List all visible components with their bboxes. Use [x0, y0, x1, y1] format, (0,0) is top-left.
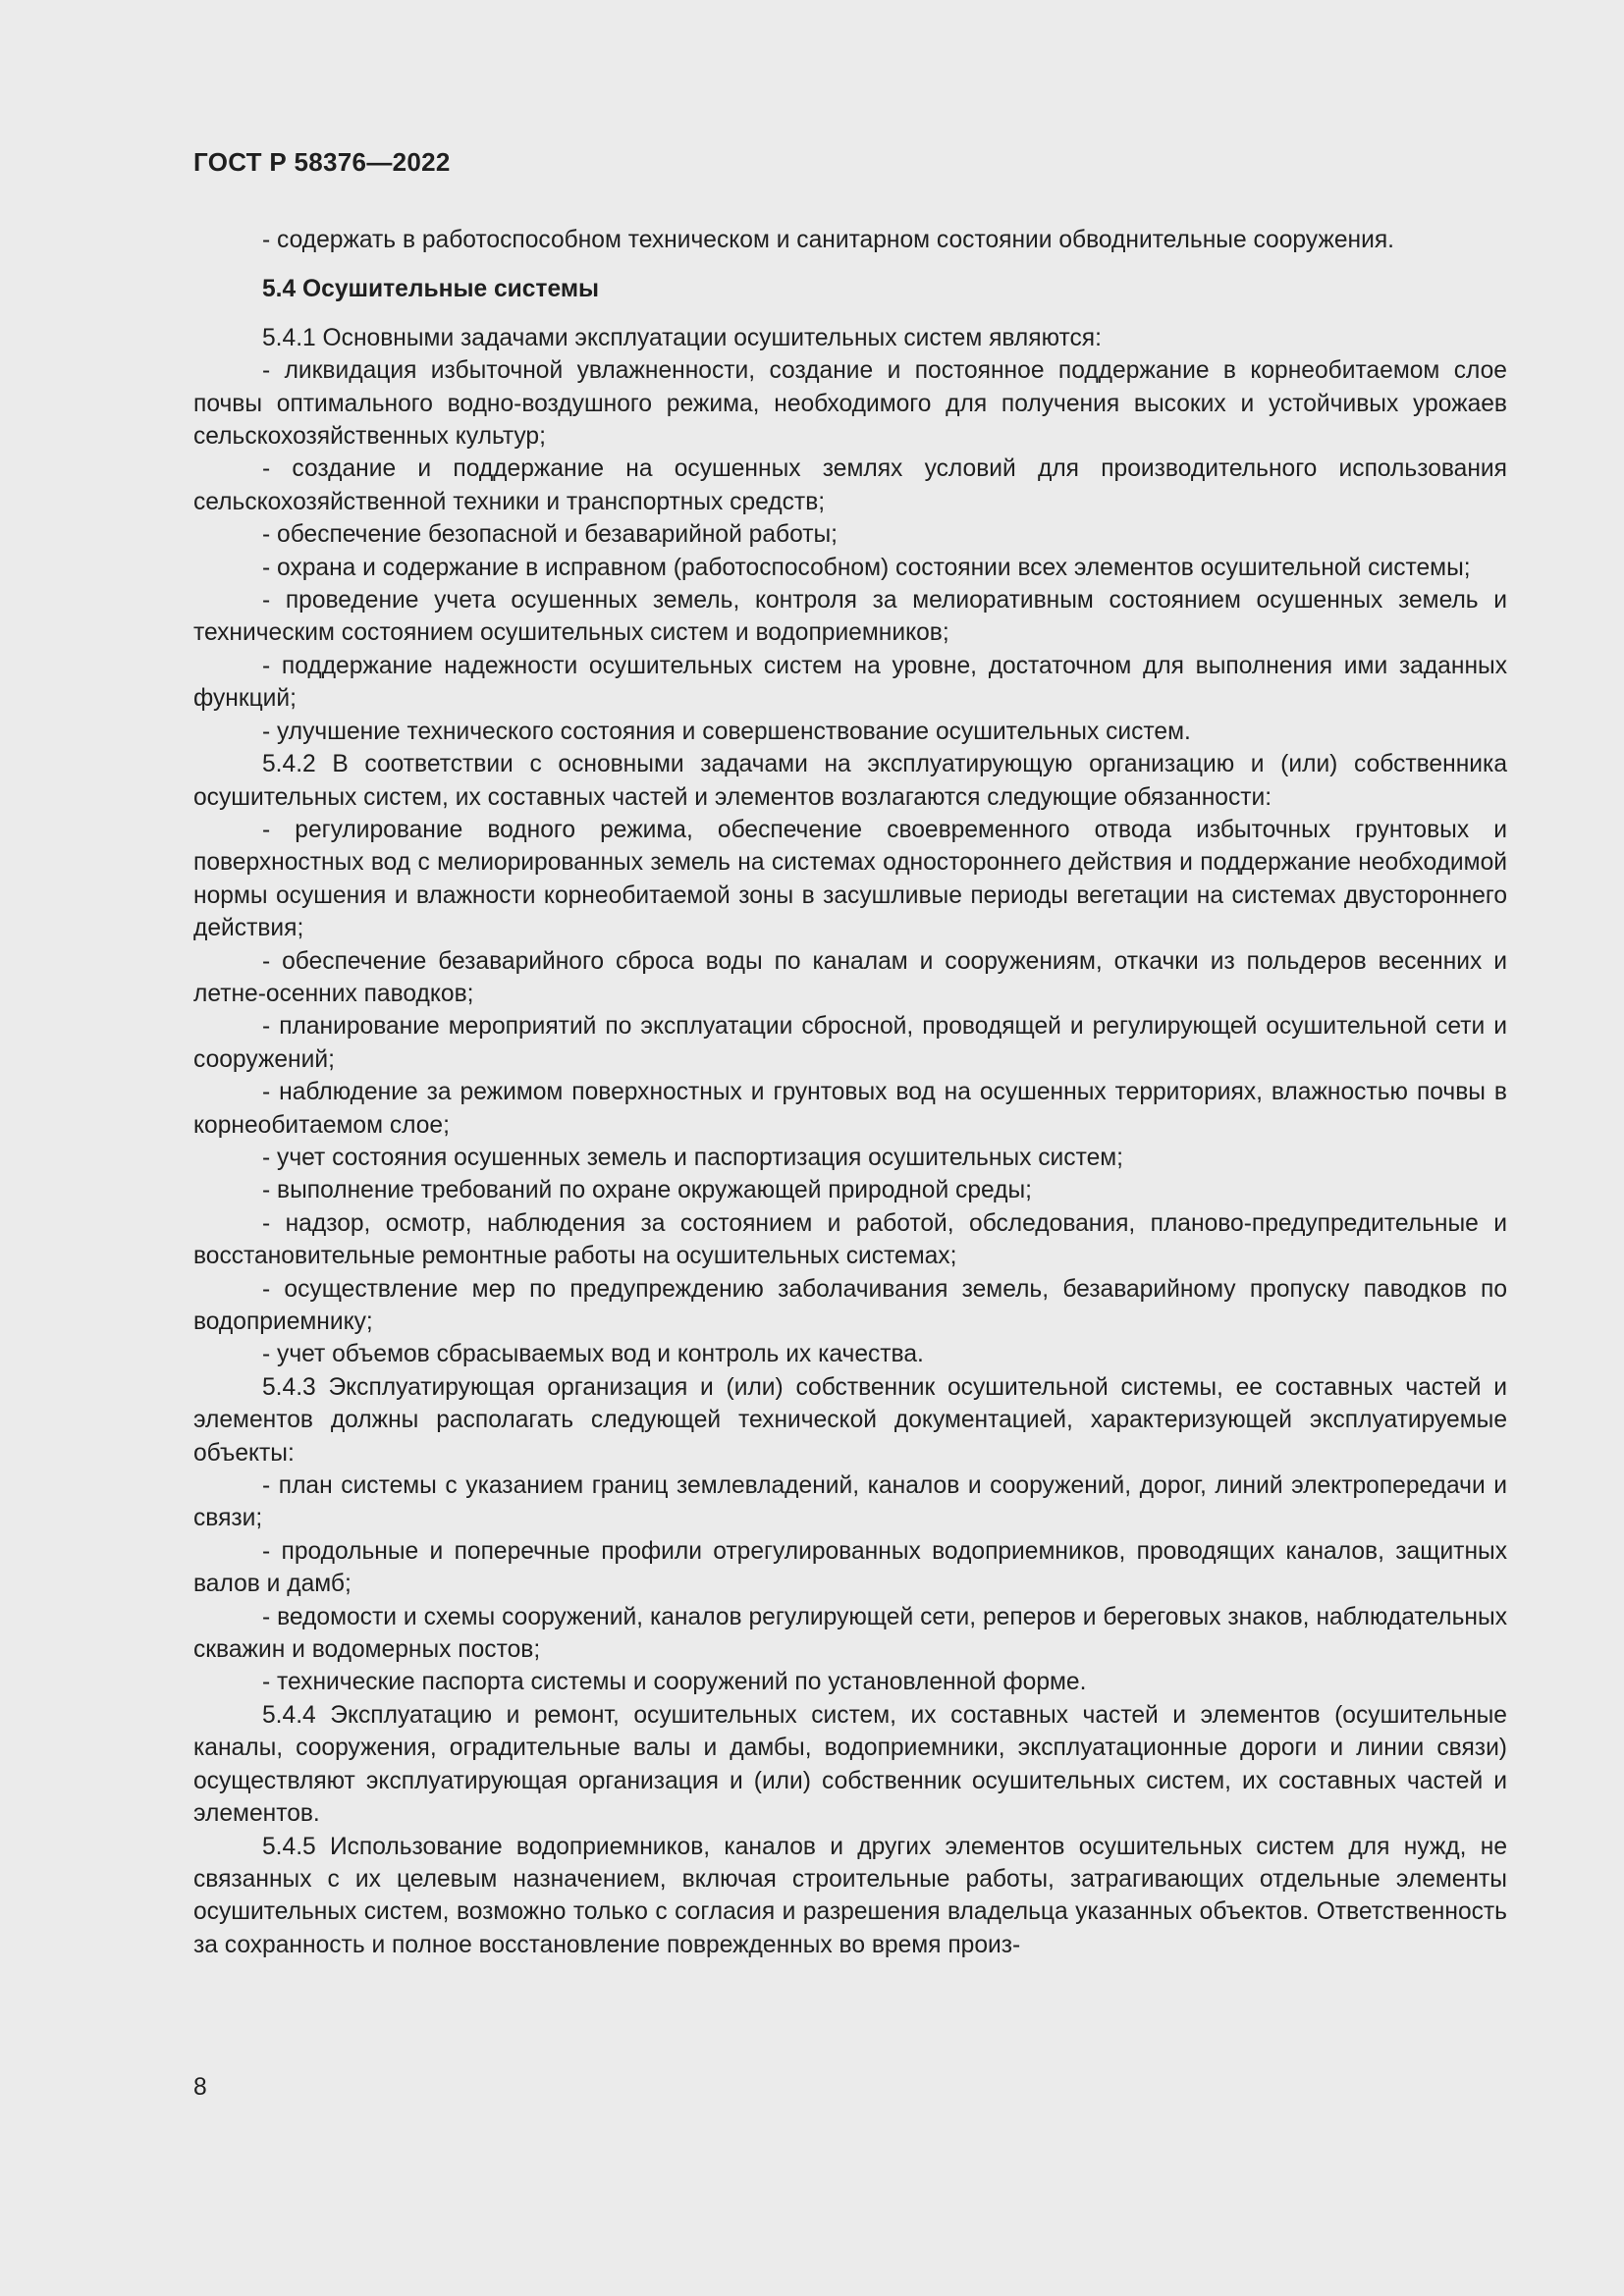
list-item: - охрана и содержание в исправном (работоспособном) состоянии всех элементов осушительной системы; — [262, 554, 1471, 581]
list-item: - учет объемов сбрасываемых вод и контроль их качества. — [262, 1341, 924, 1368]
list-item: - план системы с указанием границ землевладений, каналов и сооружений, дорог, линий электропередачи и связи; — [193, 1472, 1507, 1532]
page-number: 8 — [193, 2074, 207, 2101]
paragraph: - содержать в работоспособном техническом и санитарном состоянии обводнительные сооружения. — [262, 227, 1394, 253]
list-item: - регулирование водного режима, обеспечение своевременного отвода избыточных грунтовых и поверхностных вод с мелиорированных земель на системах одностороннего действия и поддержание необходимой нормы осушения и влажности корнеобитаемой зоны в засушливые периоды вегетации на системах двустороннего действия; — [193, 816, 1507, 942]
list-item: - технические паспорта системы и сооружений по установленной форме. — [262, 1669, 1087, 1696]
list-item: - надзор, осмотр, наблюдения за состоянием и работой, обследования, планово-предупредительные и восстановительные ремонтные работы на осушительных системах; — [193, 1209, 1507, 1270]
document-body — [193, 224, 1507, 1961]
list-item: - обеспечение безопасной и безаварийной работы; — [262, 521, 839, 549]
document-header: ГОСТ Р 58376—2022 — [193, 147, 451, 177]
list-item: - осуществление мер по предупреждению заболачивания земель, безаварийному пропуску паводков по водоприемнику; — [193, 1275, 1507, 1335]
list-item: - создание и поддержание на осушенных землях условий для производительного использования сельскохозяйственной техники и транспортных средств; — [193, 455, 1507, 515]
list-item: - наблюдение за режимом поверхностных и грунтовых вод на осушенных территориях, влажностью почвы в корнеобитаемом слое; — [193, 1079, 1507, 1139]
list-item: - учет состояния осушенных земель и паспортизация осушительных систем; — [262, 1144, 1123, 1171]
list-item: - поддержание надежности осушительных систем на уровне, достаточном для выполнения ими заданных функций; — [193, 652, 1507, 713]
paragraph: 5.4.1 Основными задачами эксплуатации осушительных систем являются: — [262, 324, 1102, 351]
list-item: - выполнение требований по охране окружающей природной среды; — [262, 1177, 1032, 1204]
paragraph: 5.4.5 Использование водоприемников, каналов и других элементов осушительных систем для нужд, не связанных с их целевым назначением, включая строительные работы, затрагивающих отдельные элементы осушительных систем, возможно только с согласия и разрешения владельца указанных объектов. Ответственность за сохранность и полное восстановление поврежденных во время произ- — [193, 1833, 1507, 1958]
list-item: - проведение учета осушенных земель, контроля за мелиоративным состоянием осушенных земель и техническим состоянием осушительных систем и водоприемников; — [193, 587, 1507, 647]
list-item: - продольные и поперечные профили отрегулированных водоприемников, проводящих каналов, защитных валов и дамб; — [193, 1537, 1507, 1598]
paragraph: 5.4.4 Эксплуатацию и ремонт, осушительных систем, их составных частей и элементов (осушительные каналы, сооружения, оградительные валы и дамбы, водоприемники, эксплуатационные дороги и линии связи) осуществляют эксплуатирующая организация и (или) собственник осушительных систем, их составных частей и элементов. — [193, 1701, 1507, 1828]
list-item: - обеспечение безаварийного сброса воды по каналам и сооружениям, откачки из польдеров весенних и летне-осенних паводков; — [193, 947, 1507, 1007]
list-item: - планирование мероприятий по эксплуатации сбросной, проводящей и регулирующей осушительной сети и сооружений; — [193, 1013, 1507, 1073]
list-item: - ведомости и схемы сооружений, каналов регулирующей сети, реперов и береговых знаков, наблюдательных скважин и водомерных постов; — [193, 1603, 1507, 1664]
list-item: - ликвидация избыточной увлажненности, создание и постоянное поддержание в корнеобитаемом слое почвы оптимального водно-воздушного режима, необходимого для получения высоких и устойчивых урожаев сельскохозяйственных культур; — [193, 357, 1507, 451]
list-item: - улучшение технического состояния и совершенствование осушительных систем. — [262, 718, 1191, 745]
paragraph: 5.4.3 Эксплуатирующая организация и (или) собственник осушительной системы, ее составных частей и элементов должны располагать следующей технической документацией, характеризующей эксплуатируемые объекты: — [193, 1373, 1507, 1467]
section-title: 5.4 Осушительные системы — [262, 276, 600, 303]
paragraph: 5.4.2 В соответствии с основными задачами на эксплуатирующую организацию и (или) собственника осушительных систем, их составных частей и элементов возлагаются следующие обязанности: — [193, 751, 1507, 811]
